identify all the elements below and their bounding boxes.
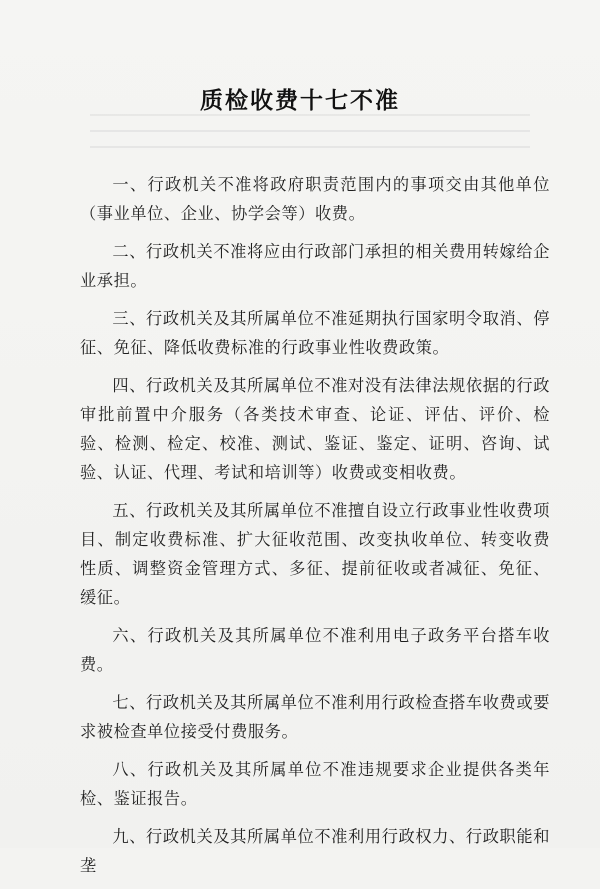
document-body — [80, 170, 550, 889]
paragraph-4: 四、行政机关及其所属单位不准对没有法律法规依据的行政审批前置中介服务（各类技术审查、论证、评估、评价、检验、检测、检定、校准、测试、鉴证、鉴定、证明、咨询、试验、认证、代理、考试和培训等）收费或变相收费。 — [80, 376, 550, 482]
paragraph-6: 六、行政机关及其所属单位不准利用电子政务平台搭车收费。 — [80, 626, 550, 674]
paragraph-2: 二、行政机关不准将应由行政部门承担的相关费用转嫁给企业承担。 — [80, 242, 550, 290]
paragraph-1: 一、行政机关不准将政府职责范围内的事项交由其他单位（事业单位、企业、协学会等）收费。 — [80, 175, 550, 223]
paragraph-3: 三、行政机关及其所属单位不准延期执行国家明令取消、停征、免征、降低收费标准的行政事业性收费政策。 — [80, 309, 550, 357]
paragraph-5: 五、行政机关及其所属单位不准擅自设立行政事业性收费项目、制定收费标准、扩大征收范围、改变执收单位、转变收费性质、调整资金管理方式、多征、提前征收或者减征、免征、缓征。 — [80, 501, 550, 607]
paragraph-8: 八、行政机关及其所属单位不准违规要求企业提供各类年检、鉴证报告。 — [80, 760, 550, 808]
document-title: 质检收费十七不准 — [200, 88, 400, 114]
paragraph-7: 七、行政机关及其所属单位不准利用行政检查搭车收费或要求被检查单位接受付费服务。 — [80, 693, 550, 741]
paragraph-9: 九、行政机关及其所属单位不准利用行政权力、行政职能和垄 — [80, 827, 550, 875]
